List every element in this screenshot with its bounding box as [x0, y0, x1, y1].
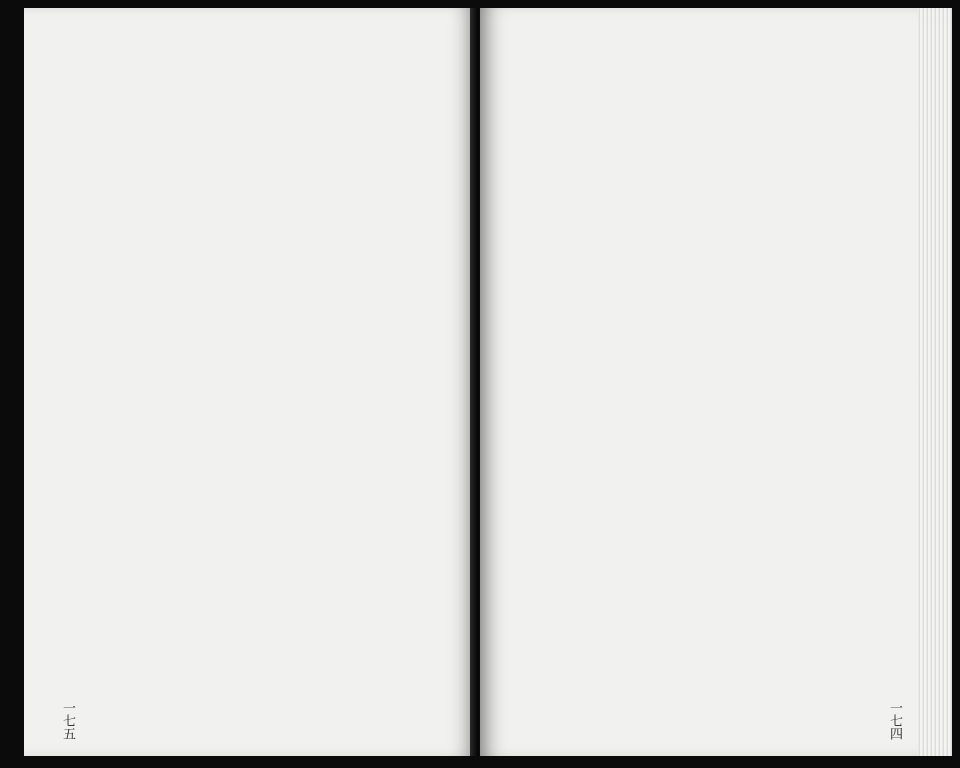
- left-page: [24, 8, 476, 756]
- page-edge: [918, 8, 952, 756]
- right-page-text: [524, 48, 904, 688]
- book-spread: [24, 8, 952, 756]
- left-page-text: [64, 48, 436, 688]
- right-page: [480, 8, 952, 756]
- left-page-number: 一七五: [60, 701, 75, 740]
- right-page-number: 一七四: [887, 701, 902, 740]
